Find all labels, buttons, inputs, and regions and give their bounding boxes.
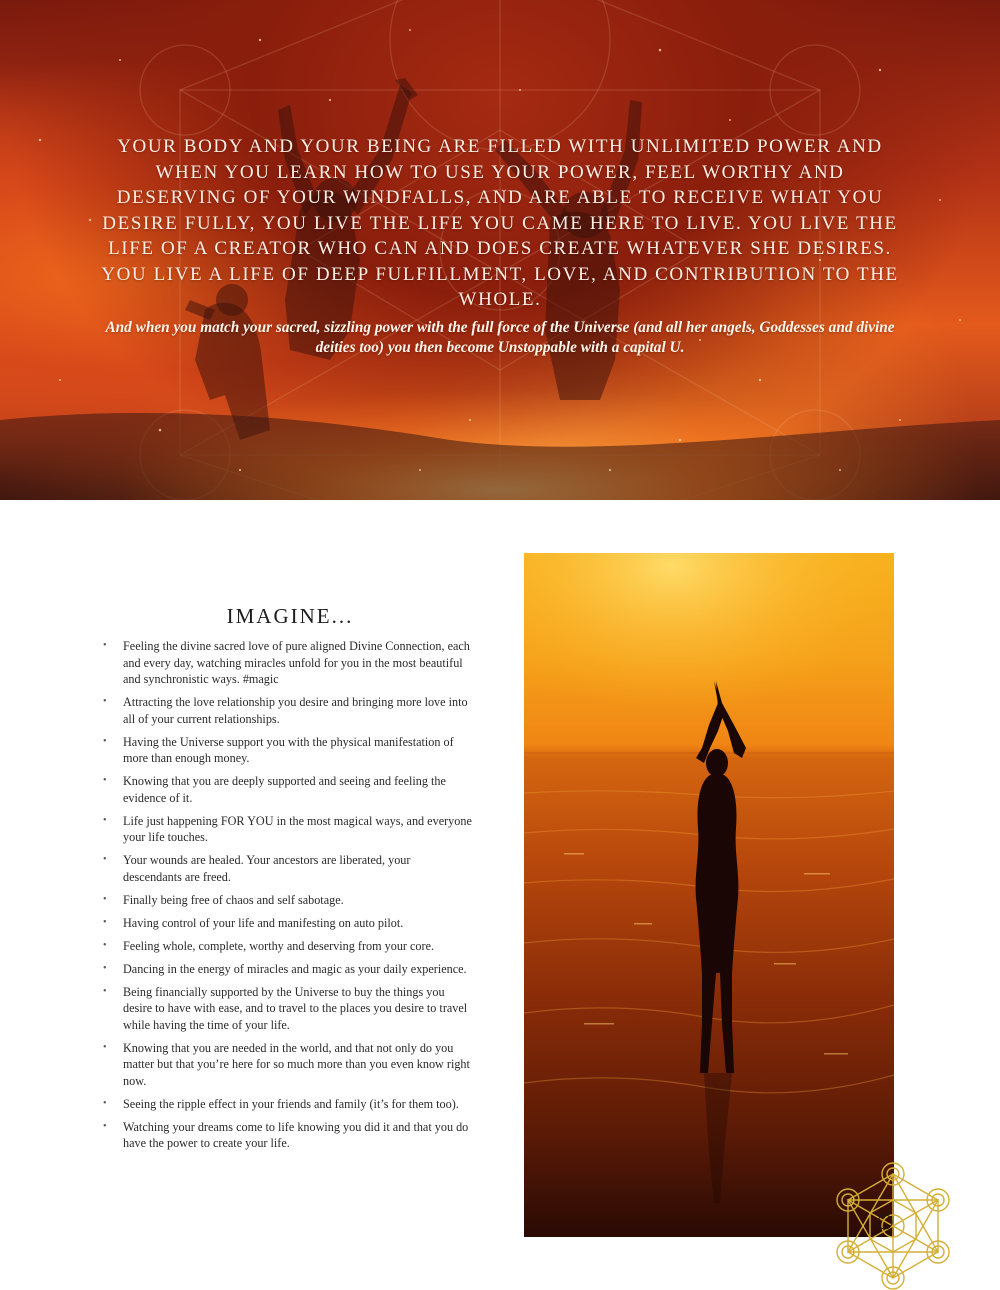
list-item-text: Having the Universe support you with the physical manifestation of more than enough money. (123, 734, 454, 765)
list-item (100, 1040, 472, 1090)
list-item-text: Attracting the love relationship you desire and bringing more love into all of your current relationships. (123, 695, 468, 726)
bullet-icon: • (103, 939, 107, 951)
list-item-text: Life just happening FOR YOU in the most magical ways, and everyone your life touches. (123, 813, 472, 844)
list-item-text: Dancing in the energy of miracles and magic as your daily experience. (123, 961, 467, 976)
bullet-icon: • (103, 696, 107, 707)
bullet-icon: • (103, 775, 107, 786)
list-item (100, 1096, 472, 1113)
list-item-text: Knowing that you are needed in the world, and that not only do you matter but that you’re here for so much more than you even know right now. (123, 1040, 470, 1088)
bullet-icon: • (103, 962, 107, 974)
bullet-icon: • (103, 1041, 107, 1053)
list-item (100, 1119, 472, 1152)
list-item (100, 813, 472, 846)
bullet-icon: • (103, 854, 107, 865)
list-item-text: Having control of your life and manifesting on auto pilot. (123, 915, 404, 930)
bullet-icon: • (103, 814, 107, 826)
list-item-text: Your wounds are healed. Your ancestors are liberated, your descendants are freed. (123, 853, 411, 884)
list-item (100, 852, 472, 885)
list-item-text: Finally being free of chaos and self sabotage. (123, 892, 344, 907)
list-item-text: Feeling whole, complete, worthy and deserving from your core. (123, 938, 435, 953)
hero-title: YOUR BODY AND YOUR BEING ARE FILLED WITH UNLIMITED POWER AND WHEN YOU LEARN HOW TO USE YOUR POWER, FEEL WORTHY AND DESERVING OF YOUR WINDFALLS, AND ARE ABLE TO RECEIVE WHAT YOU DESIRE FULLY, YOU LIVE THE LIFE YOU CAME HERE TO LIVE. YOU LIVE THE LIFE OF A CREATOR WHO CAN AND DOES CREATE WHATEVER SHE DESIRES. YOU LIVE A LIFE OF DEEP FULFILLMENT, LOVE, AND CONTRIBUTION TO THE WHOLE. (101, 136, 899, 310)
bullet-icon: • (103, 735, 107, 747)
hero-banner (0, 0, 1000, 500)
list-item (100, 915, 472, 932)
list-item-text: Being financially supported by the Universe to buy the things you desire to have with ease, and to travel to the places you desire to travel while having the time of your life. (123, 984, 468, 1032)
list-item-text: Feeling the divine sacred love of pure aligned Divine Connection, each and every day, watching miracles unfold for you in the most beautiful and synchronistic ways. #magic (123, 639, 470, 686)
bullet-icon: • (103, 1097, 107, 1109)
list-item-text: Seeing the ripple effect in your friends and family (it’s for them too). (123, 1096, 459, 1111)
list-item-text: Watching your dreams come to life knowing you did it and that you do have the power to create your life. (123, 1119, 469, 1150)
list-item (100, 984, 472, 1034)
beach-sunset-photo (524, 553, 894, 1237)
bullet-icon: • (103, 640, 107, 651)
imagine-heading: IMAGINE... (226, 604, 354, 628)
imagine-list (100, 638, 472, 1158)
list-item (100, 938, 472, 955)
bullet-icon: • (103, 893, 107, 905)
bullet-icon: • (103, 916, 107, 928)
hero-subtitle: And when you match your sacred, sizzling power with the full force of the Universe (and all her angels, Goddesses and divine deities too) you then become Unstoppable with a capital U. (105, 319, 895, 356)
list-item (100, 734, 472, 767)
list-item (100, 961, 472, 978)
list-item (100, 892, 472, 909)
bullet-icon: • (103, 985, 107, 997)
bullet-icon: • (103, 1120, 107, 1132)
metatron-cube-icon (828, 1160, 958, 1290)
list-item (100, 694, 472, 727)
list-item (100, 638, 472, 688)
list-item-text: Knowing that you are deeply supported and seeing and feeling the evidence of it. (123, 774, 446, 805)
list-item (100, 773, 472, 806)
